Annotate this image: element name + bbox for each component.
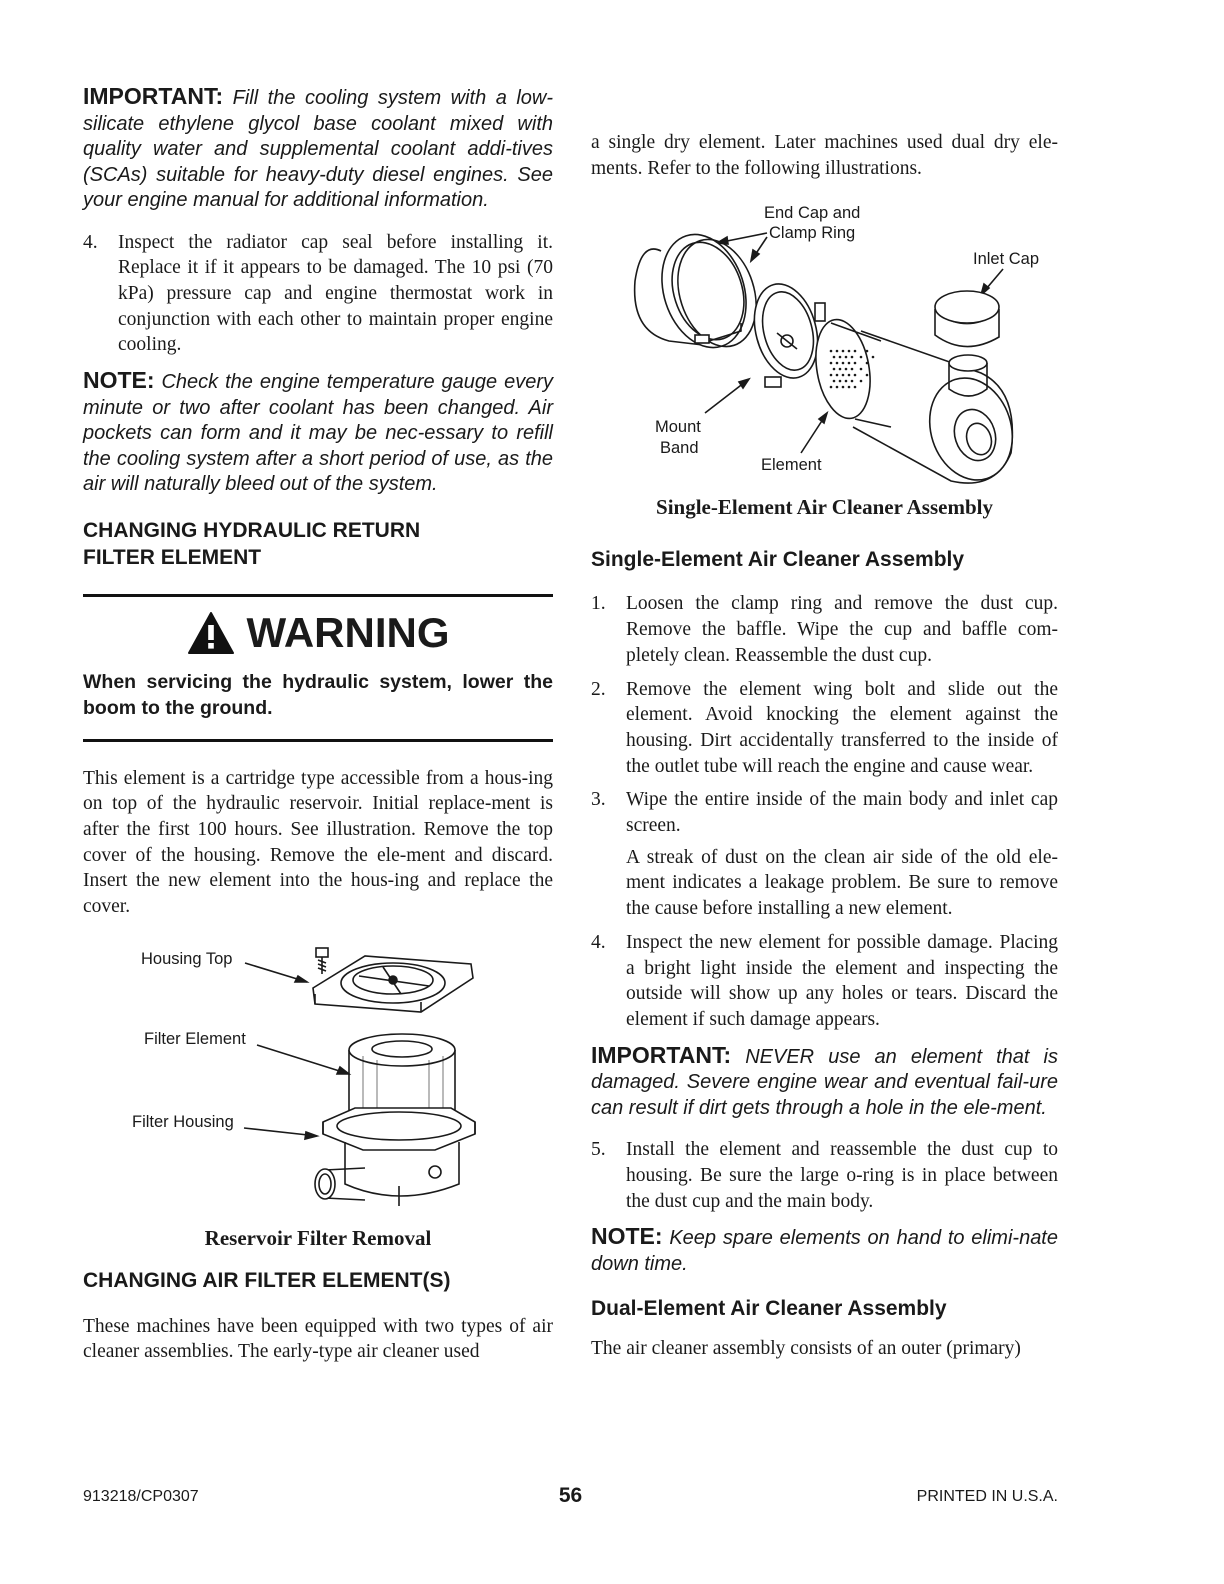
- label-mount: Mount: [655, 418, 701, 437]
- continued-paragraph: a single dry element. Later machines used dual dry ele-ments. Refer to the following illustrations.: [591, 132, 1058, 179]
- figure-caption-air-cleaner: Single-Element Air Cleaner Assembly: [656, 495, 993, 520]
- reservoir-filter-figure: [83, 936, 553, 1218]
- page-number: 56: [558, 1484, 583, 1507]
- warning-text: When servicing the hydraulic system, lower the boom to the ground.: [83, 670, 553, 719]
- warning-triangle-icon: [187, 611, 235, 655]
- document-number: 913218/CP0307: [83, 1488, 199, 1505]
- list-item: 1. Loosen the clamp ring and remove the dust cup. Remove the baffle. Wipe the cup and baffle com-pletely clean. Reassemble the dust cup.: [591, 593, 1058, 666]
- label-housing-top: Housing Top: [141, 949, 233, 968]
- label-band: Band: [660, 439, 699, 458]
- note-text: Check the engine temperature gauge every minute or two after coolant has been changed. Air pockets can form and it may be nec-essary to refill the cooling system after a short period of use, as the air will naturally bleed out of the system.: [83, 371, 553, 496]
- printed-notice: PRINTED IN U.S.A.: [916, 1488, 1058, 1505]
- heading-hydraulic-filter: CHANGING HYDRAULIC RETURN FILTER ELEMENT: [83, 518, 421, 569]
- reassembly-steps: [591, 1137, 1058, 1214]
- important-callout-coolant: [83, 84, 553, 214]
- dual-element-paragraph: The air cleaner assembly consists of an outer (primary): [591, 1338, 1021, 1360]
- list-item: 3. Wipe the entire inside of the main body and inlet cap screen. A streak of dust on the clean air side of the old ele-ment indicates a leakage problem. Be sure to remove the cause before installing a new element.: [591, 789, 1058, 920]
- list-item: 4. Inspect the new element for possible damage. Placing a bright light inside the element and inspecting the outside will show up any holes or tears. Discard the element if such damage appears.: [591, 931, 1058, 1030]
- single-element-figure: [591, 191, 1058, 491]
- figure-caption-reservoir: Reservoir Filter Removal: [204, 1225, 432, 1250]
- label-filter-element: Filter Element: [144, 1029, 246, 1048]
- left-column: [83, 84, 553, 1365]
- note-label: NOTE:: [83, 367, 155, 394]
- heading-dual-element: Dual-Element Air Cleaner Assembly: [591, 1297, 947, 1321]
- page-footer: [83, 1484, 1058, 1510]
- list-item: 5. Install the element and reassemble the dust cup to housing. Be sure the large o-ring is in place between the dust cup and the main body.: [591, 1139, 1058, 1212]
- important-text: Fill the cooling system with a low-silicate ethylene glycol base coolant mixed with quality water and supplemental coolant addi-tives (SCAs) suitable for heavy-duty diesel engines. See your engine manual for additional information.: [83, 87, 553, 211]
- label-filter-housing: Filter Housing: [132, 1112, 234, 1131]
- important-callout-element: [591, 1043, 1058, 1122]
- important-label: IMPORTANT:: [83, 83, 224, 109]
- warning-box: [83, 594, 553, 742]
- single-element-steps: [591, 591, 1058, 1032]
- hydraulic-paragraph: This element is a cartridge type accessible from a hous-ing on top of the hydraulic reservoir. Initial replace-ment is after the first 100 hours. See illustration. Remove the top cover of the housing. Remove the ele-ment and discard. Insert the new element into the hous-ing and replace the cover.: [83, 767, 553, 918]
- coolant-steps: [83, 230, 553, 359]
- important-text: NEVER use an element that is damaged. Severe engine wear and eventual fail-ure can result if dirt gets through a hole in the ele-ment.: [591, 1045, 1058, 1119]
- note-label: NOTE:: [591, 1223, 663, 1250]
- heading-single-element: Single-Element Air Cleaner Assembly: [591, 548, 965, 572]
- note-text: Keep spare elements on hand to elimi-nate down time.: [591, 1227, 1058, 1275]
- label-clamp-ring: Clamp Ring: [769, 224, 856, 243]
- label-inlet-cap: Inlet Cap: [973, 250, 1040, 269]
- warning-title: WARNING: [246, 608, 450, 656]
- reservoir-filter-drawing: [83, 936, 553, 1218]
- list-item: 2. Remove the element wing bolt and slide out the element. Avoid knocking the element against the housing. Dirt accidentally transferred to the inside of the outlet tube will reach the engine and cause wear.: [591, 678, 1058, 777]
- air-cleaner-drawing: [591, 191, 1058, 491]
- air-filter-paragraph: These machines have been equipped with two types of air cleaner assemblies. The early-type air cleaner used: [83, 1315, 553, 1363]
- warning-header: [83, 601, 553, 665]
- label-element: Element: [761, 456, 822, 475]
- note-callout-temperature: [83, 368, 553, 498]
- right-column: [591, 130, 1058, 1362]
- label-end-cap: End Cap and: [764, 204, 861, 223]
- list-item: 4. Inspect the radiator cap seal before installing it. Replace it if it appears to be damaged. The 10 psi (70 kPa) pressure cap and engine thermostat work in conjunction with each other to maintain proper engine cooling.: [83, 231, 553, 356]
- important-label: IMPORTANT:: [591, 1041, 732, 1068]
- note-callout-spares: [591, 1224, 1058, 1277]
- heading-air-filter: CHANGING AIR FILTER ELEMENT(S): [83, 1268, 451, 1292]
